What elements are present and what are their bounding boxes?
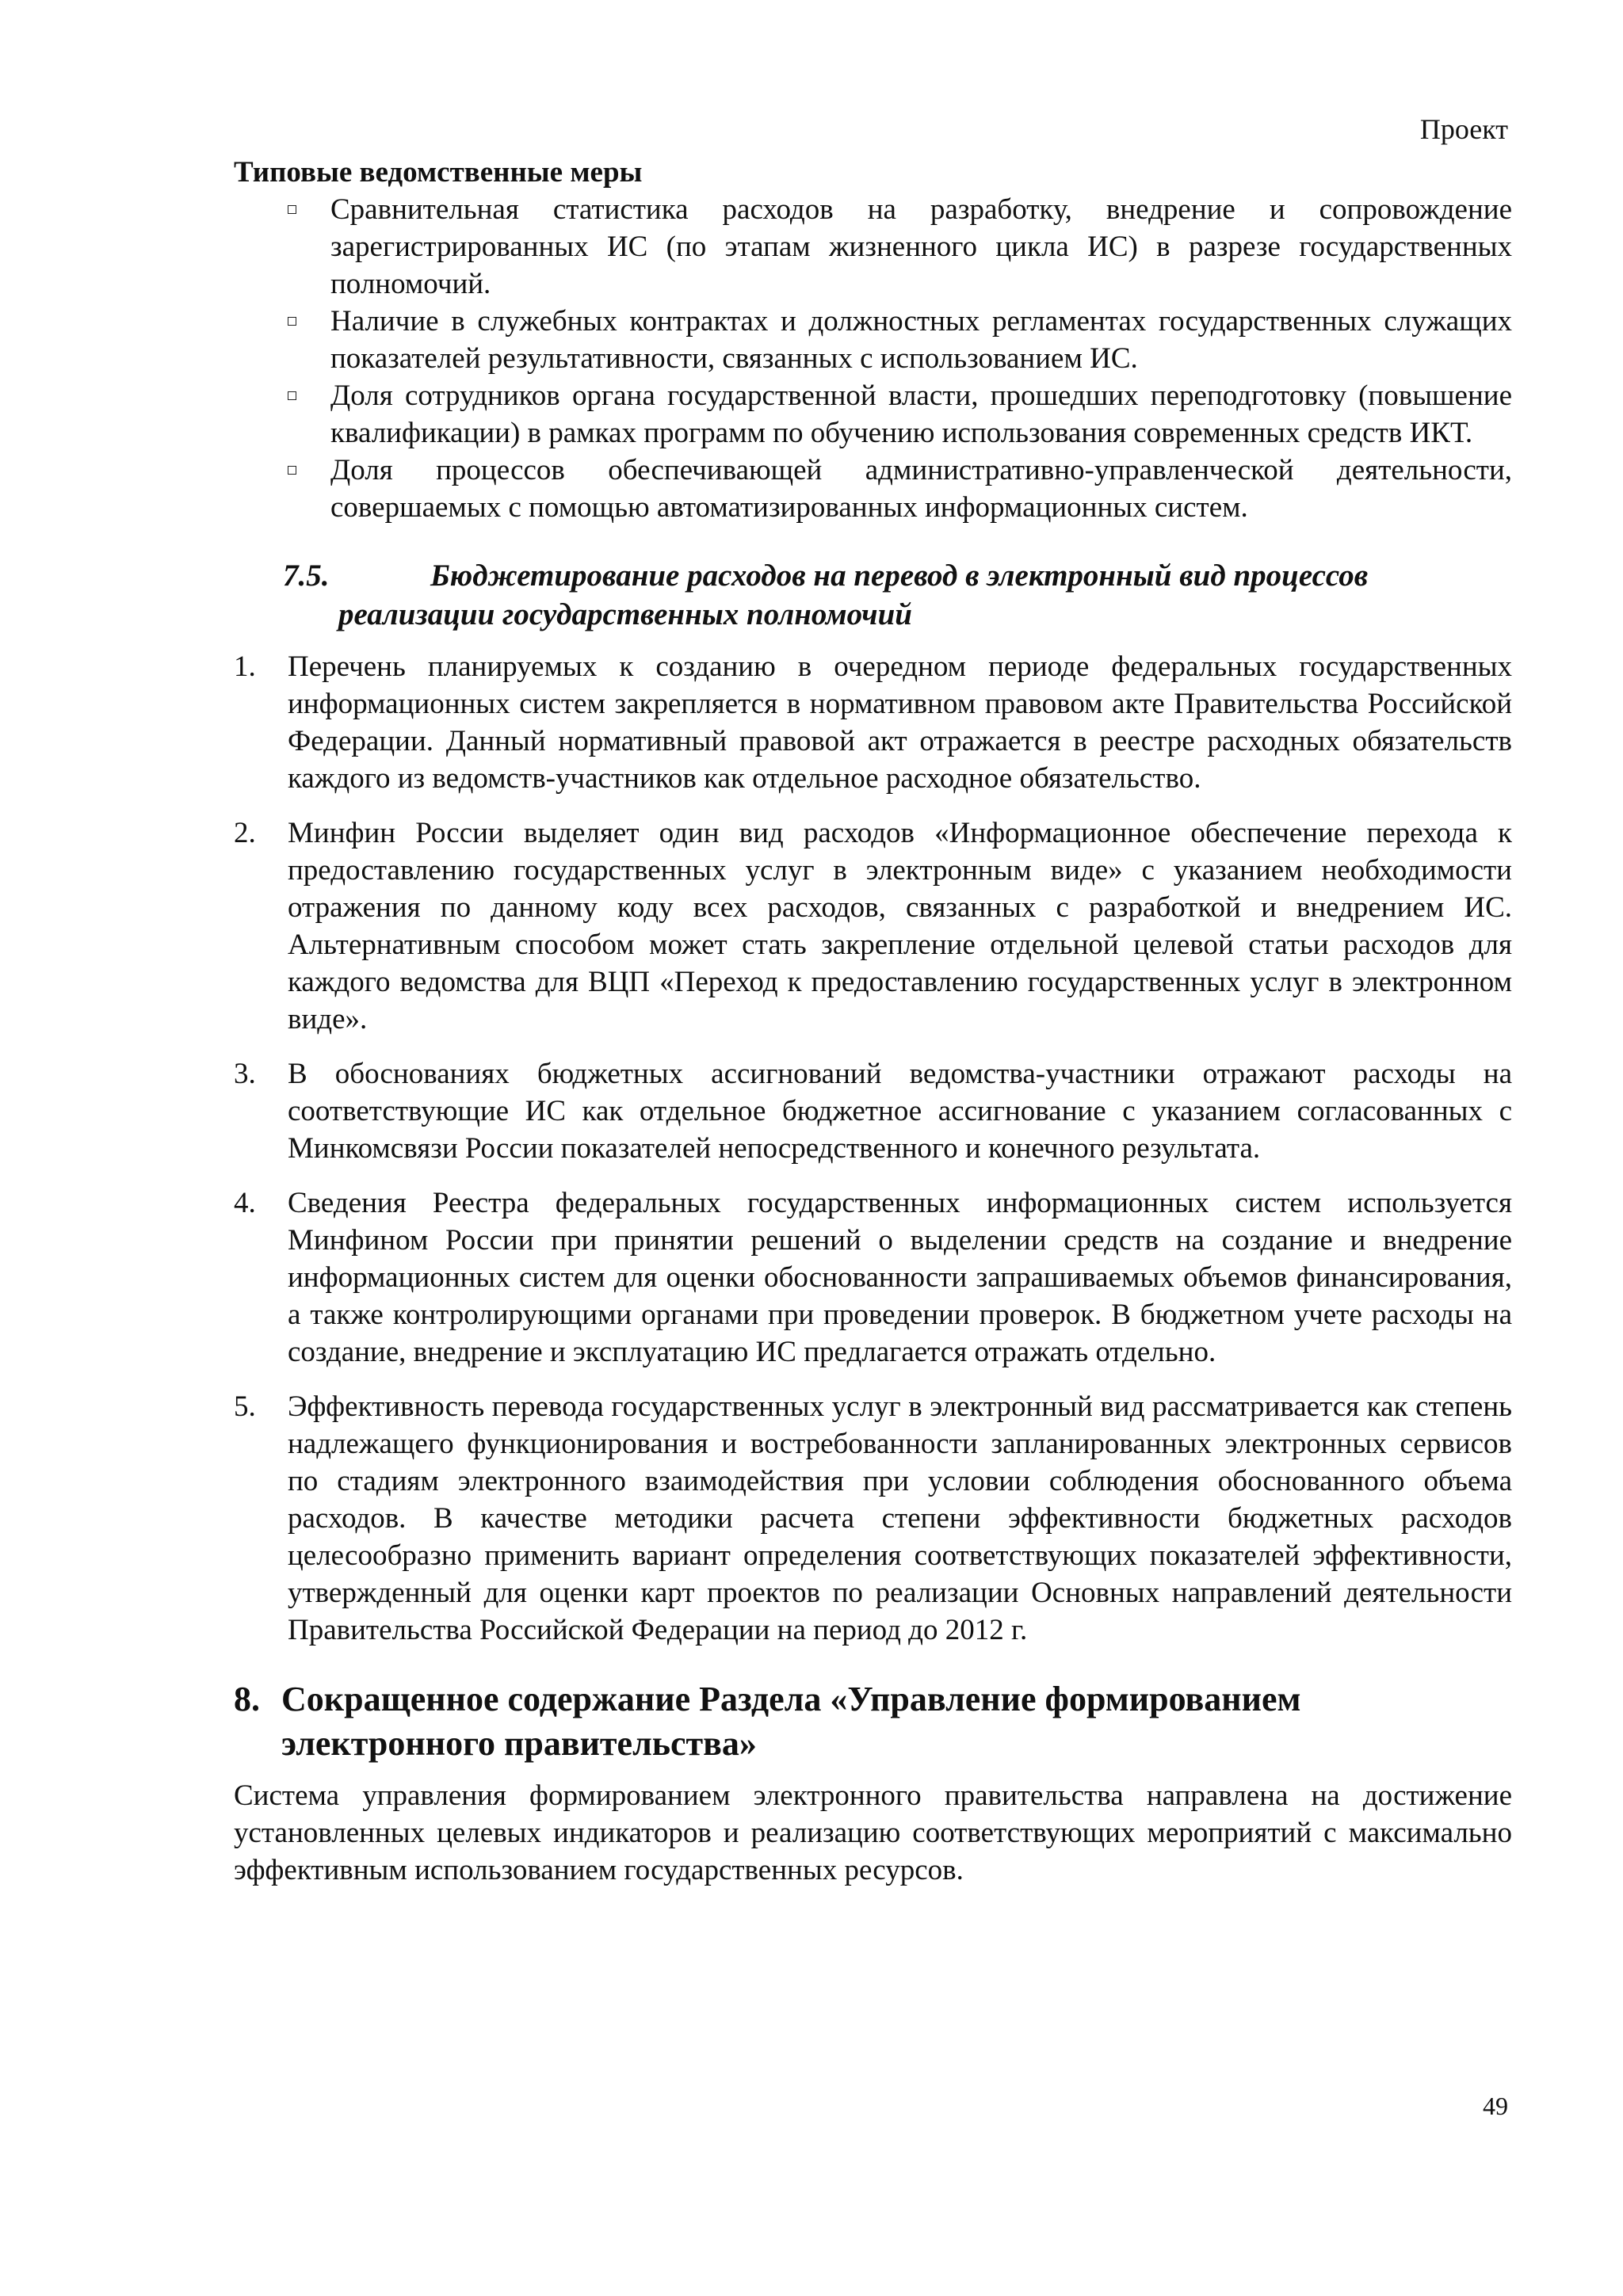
item-text: Минфин России выделяет один вид расходов «Информационное обеспечение перехода к предоставлению государственных услуг в электронным виде» с указанием необходимости отражения по данному коду всех расходов, связанных с разработкой и внедрением ИС. Альтернативным способом может стать закрепление отдельной целевой статьи расходов для каждого ведомства для ВЦП «Переход к предоставлению государственных услуг в электронном виде». xyxy=(288,817,1512,1035)
item-text: Перечень планируемых к созданию в очередном периоде федеральных государственных информационных систем закрепляется в нормативном правовом акте Правительства Российской Федерации. Данный нормативный правовой акт отражается в реестре расходных обязательств каждого из ведомств-участников как отдельное расходное обязательство. xyxy=(288,650,1512,795)
section-heading xyxy=(234,1677,1512,1766)
measure-text: Сравнительная статистика расходов на разработку, внедрение и сопровождение зарегистрированных ИС (по этапам жизненного цикла ИС) в разрезе государственных полномочий. xyxy=(330,193,1512,300)
item-number: 4. xyxy=(234,1187,256,1219)
measure-item xyxy=(234,191,1512,303)
page-number: 49 xyxy=(1483,2092,1508,2120)
item-number: 1. xyxy=(234,650,256,683)
numbered-list xyxy=(234,648,1512,1649)
measure-item xyxy=(234,377,1512,452)
square-bullet-icon xyxy=(288,205,296,214)
square-bullet-icon xyxy=(288,466,296,475)
item-number: 3. xyxy=(234,1058,256,1090)
section-number: 8. xyxy=(234,1680,260,1718)
subsection-number: 7.5. xyxy=(283,559,330,593)
subsection-heading xyxy=(234,556,1512,634)
numbered-item xyxy=(234,1055,1512,1167)
item-text: Эффективность перевода государственных услуг в электронный вид рассматривается как степень надлежащего функционирования и востребованности запланированных электронных сервисов по стадиям электронного взаимодействия при условии соблюдения обоснованного объема расходов. В качестве методики расчета степени эффективности бюджетных расходов целесообразно применить вариант определения соответствующих показателей эффективности, утвержденный для оценки карт проектов по реализации Основных направлений деятельности Правительства Российской Федерации на период до 2012 г. xyxy=(288,1390,1512,1646)
measures-heading: Типовые ведомственные меры xyxy=(234,156,643,189)
numbered-item xyxy=(234,648,1512,797)
item-number: 5. xyxy=(234,1390,256,1423)
item-text: В обоснованиях бюджетных ассигнований ведомства-участники отражают расходы на соответствующие ИС как отдельное бюджетное ассигнование с указанием согласованных с Минкомсвязи России показателей непосредственного и конечного результата. xyxy=(288,1058,1512,1165)
section-title-line1: Сокращенное содержание Раздела «Управление формированием xyxy=(281,1680,1301,1718)
square-bullet-icon xyxy=(288,317,296,326)
item-number: 2. xyxy=(234,817,256,849)
section-title-line2: электронного правительства» xyxy=(281,1724,757,1763)
measure-item xyxy=(234,303,1512,377)
numbered-item xyxy=(234,1388,1512,1649)
draft-label: Проект xyxy=(1419,113,1508,145)
measure-item xyxy=(234,452,1512,526)
numbered-item xyxy=(234,1184,1512,1371)
subsection-title-line2: реализации государственных полномочий xyxy=(338,597,912,631)
section-paragraph: Система управления формированием электронного правительства направлена на достижение установленных целевых индикаторов и реализацию соответствующих мероприятий с максимально эффективным использованием государственных ресурсов. xyxy=(234,1779,1512,1886)
page-content xyxy=(234,154,1512,1918)
measure-text: Наличие в служебных контрактах и должностных регламентах государственных служащих показателей результативности, связанных с использованием ИС. xyxy=(330,305,1512,375)
subsection-title-line1: Бюджетирование расходов на перевод в электронный вид процессов xyxy=(430,559,1369,593)
square-bullet-icon xyxy=(288,391,296,400)
measure-text: Доля сотрудников органа государственной власти, прошедших переподготовку (повышение квалификации) в рамках программ по обучению использования современных средств ИКТ. xyxy=(330,379,1512,449)
measures-list xyxy=(234,191,1512,526)
numbered-item xyxy=(234,814,1512,1038)
measure-text: Доля процессов обеспечивающей административно-управленческой деятельности, совершаемых с помощью автоматизированных информационных систем. xyxy=(330,454,1512,524)
item-text: Сведения Реестра федеральных государственных информационных систем используется Минфином России при принятии решений о выделении средств на создание и внедрение информационных систем для оценки обоснованности запрашиваемых объемов финансирования, а также контролирующими органами при проведении проверок. В бюджетном учете расходы на создание, внедрение и эксплуатацию ИС предлагается отражать отдельно. xyxy=(288,1187,1512,1368)
